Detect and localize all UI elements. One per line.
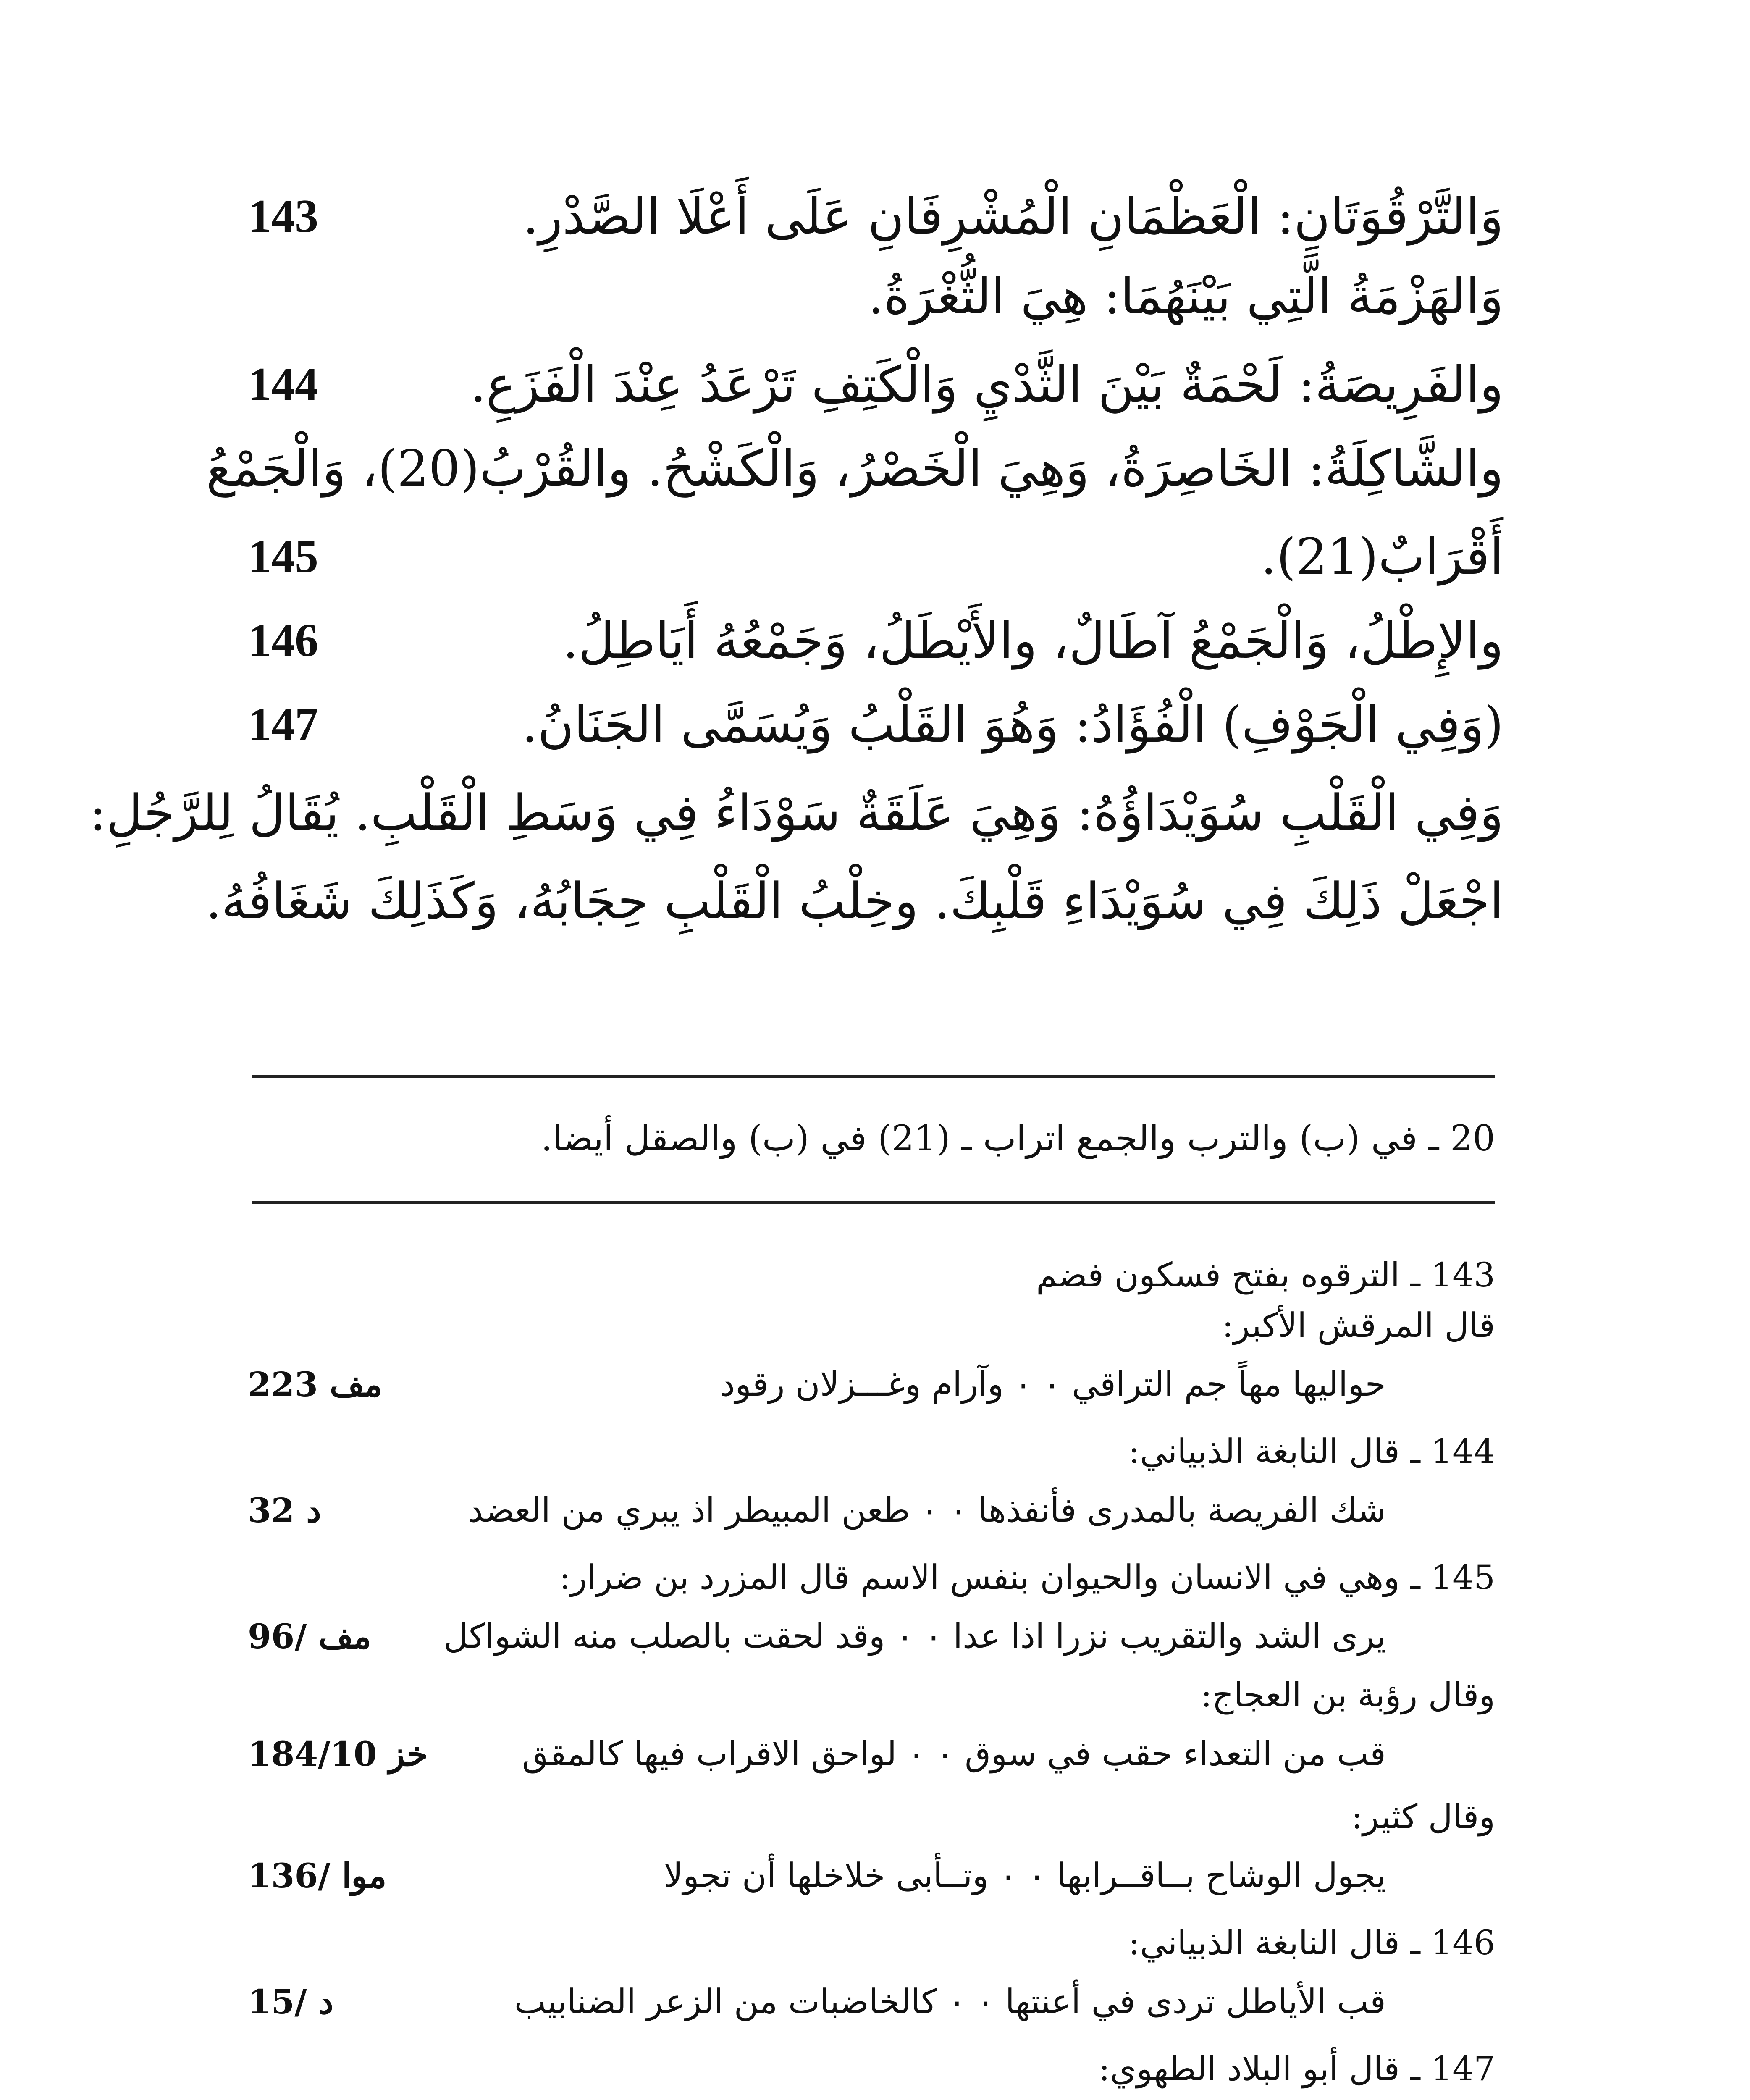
main-line: والإِطْلُ، وَالْجَمْعُ آطَالٌ، والأَيْطَلُ، وَجَمْعُهُ أَيَاطِلُ.: [562, 612, 1503, 669]
commentary-line: 146 ـ قال النابغة الذبياني:: [1128, 1923, 1495, 1962]
footnote: 20 ـ في (ب) والترب والجمع اتراب ـ (21) في (ب) والصقل أيضا.: [541, 1118, 1495, 1159]
reference-value: 184/10: [248, 1734, 377, 1774]
reference-source: د: [318, 1982, 334, 2021]
reference-value: 32: [248, 1491, 295, 1530]
source-reference: [248, 1361, 399, 1408]
source-reference: [248, 1730, 428, 1777]
source-reference: [248, 1852, 399, 1899]
main-line: أَقْرَابٌ(21).: [1261, 528, 1503, 585]
commentary-line: قال المرقش الأكبر:: [1222, 1306, 1495, 1345]
reference-value: 96/: [248, 1617, 307, 1656]
footnote-top-rule: [252, 1075, 1495, 1078]
reference-value: 15/: [248, 1982, 307, 2021]
commentary-line: وقال رؤبة بن العجاج:: [1200, 1675, 1495, 1714]
reference-source: مف: [329, 1365, 383, 1404]
main-line: اجْعَلْ ذَلِكَ فِي سُوَيْدَاءِ قَلْبِكَ. وخِلْبُ الْقَلْبِ حِجَابُهُ، وَكَذَلِكَ شَغَافُهُ.: [205, 872, 1503, 930]
commentary-line: يرى الشد والتقريب نزرا اذا عدا ٠ ٠ وقد لحقت بالصلب منه الشواكل: [443, 1617, 1386, 1656]
entry-number: 146: [248, 614, 318, 667]
footnote-bottom-rule: [252, 1201, 1495, 1204]
commentary-line: 147 ـ قال أبو البلاد الطهوي:: [1099, 2049, 1495, 2088]
commentary-line: قب من التعداء حقب في سوق ٠ ٠ لواحق الاقراب فيها كالمقق: [522, 1734, 1386, 1773]
commentary-line: يجول الوشاح بــاقــرابها ٠ ٠ وتــأبى خلاخلها أن تجولا: [664, 1856, 1386, 1895]
source-reference: [248, 1978, 399, 2025]
reference-source: خز: [388, 1734, 428, 1774]
reference-source: موا: [342, 1856, 387, 1895]
reference-value: 136/: [248, 1856, 331, 1895]
source-reference: [248, 1487, 399, 1534]
entry-number: 145: [248, 530, 318, 583]
entry-number: 147: [248, 698, 318, 751]
reference-source: مف: [318, 1617, 372, 1656]
commentary-line: 143 ـ الترقوه بفتح فسكون فضم: [1036, 1255, 1495, 1294]
commentary-line: 145 ـ وهي في الانسان والحيوان بنفس الاسم قال المزرد بن ضرار:: [559, 1558, 1495, 1597]
main-line: وَفِي الْقَلْبِ سُوَيْدَاؤُهُ: وَهِيَ عَلَقَةٌ سَوْدَاءُ فِي وَسَطِ الْقَلْبِ. يُقَالُ لِلرَّجُلِ:: [89, 784, 1503, 842]
source-reference: [248, 1613, 399, 1660]
entry-number: 143: [248, 190, 318, 242]
commentary-line: 144 ـ قال النابغة الذبياني:: [1128, 1432, 1495, 1471]
main-line: (وَفِي الْجَوْفِ) الْفُؤَادُ: وَهُوَ القَلْبُ وَيُسَمَّى الجَنَانُ.: [522, 696, 1503, 753]
reference-source: د: [306, 1491, 321, 1530]
main-line: وَالهَزْمَةُ الَّتِي بَيْنَهُمَا: هِيَ الثُّغْرَةُ.: [868, 267, 1503, 325]
main-line: وَالتَّرْقُوَتَانِ: الْعَظْمَانِ الْمُشْرِفَانِ عَلَى أَعْلَا الصَّدْرِ.: [522, 187, 1503, 245]
main-line: والفَرِيصَةُ: لَحْمَةٌ بَيْنَ الثَّدْيِ وَالْكَتِفِ تَرْعَدُ عِنْدَ الْفَزَعِ.: [470, 355, 1503, 413]
commentary-line: وقال كثير:: [1351, 1797, 1495, 1836]
reference-value: 223: [248, 1365, 318, 1404]
entry-number: 144: [248, 358, 318, 410]
commentary-line: حواليها مهاً جم التراقي ٠ ٠ وآرام وغـــزلان رقود: [720, 1365, 1386, 1404]
commentary-line: قب الأياطل تردى في أعنتها ٠ ٠ كالخاضبات من الزعر الضنابيب: [514, 1982, 1386, 2021]
commentary-line: شك الفريصة بالمدرى فأنفذها ٠ ٠ طعن المبيطر اذ يبري من العضد: [468, 1491, 1386, 1530]
main-line: والشَّاكِلَةُ: الخَاصِرَةُ، وَهِيَ الْخَصْرُ، وَالْكَشْحُ. والقُرْبُ(20)، وَالْجَمْعُ: [206, 439, 1503, 497]
